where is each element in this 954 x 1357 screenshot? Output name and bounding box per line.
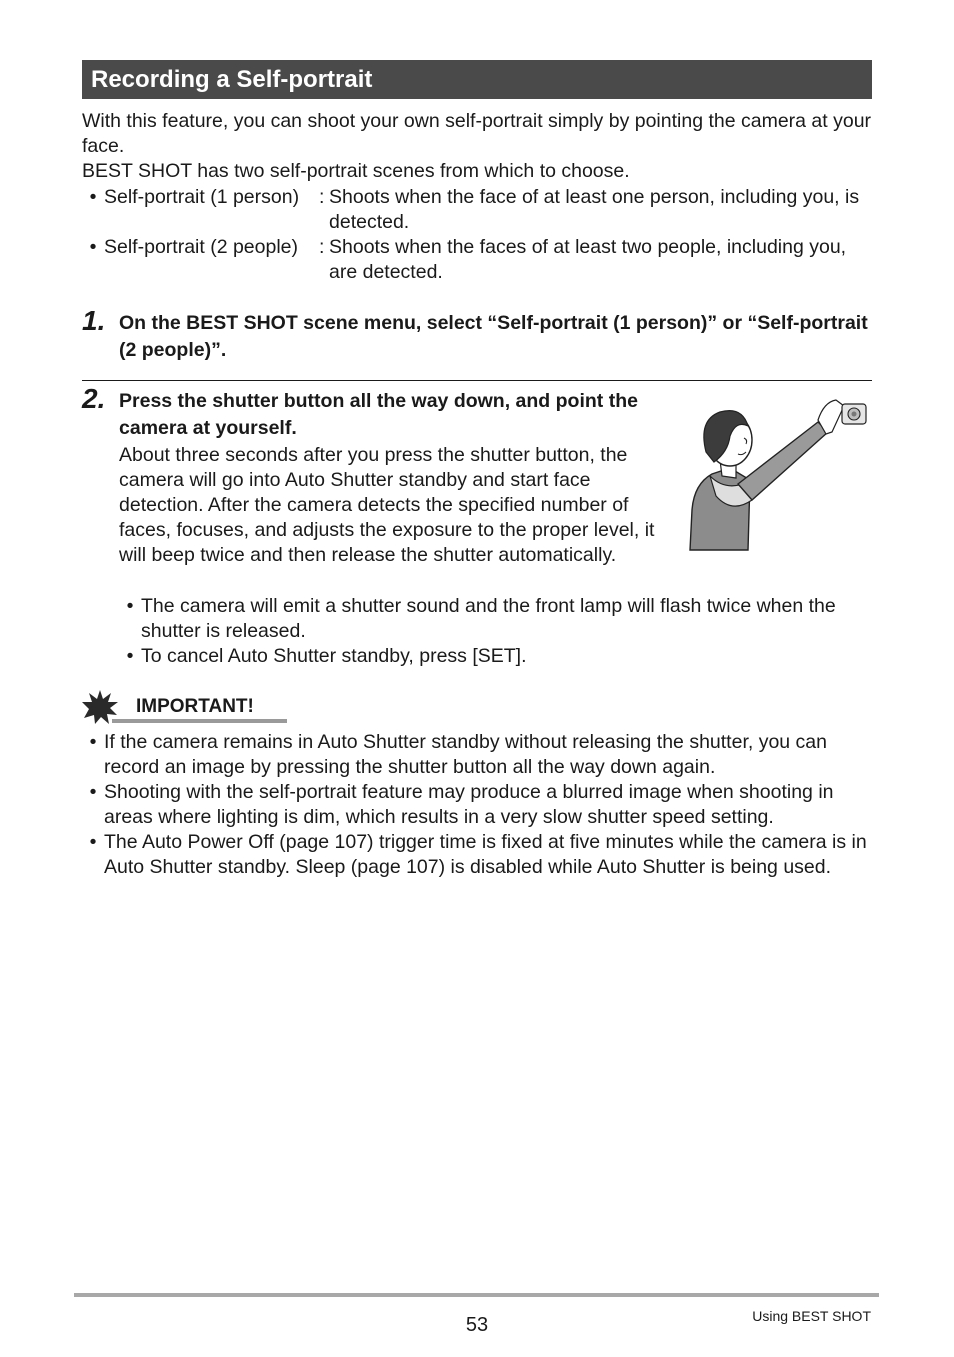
bullet: •	[89, 731, 97, 753]
bullet: •	[126, 595, 134, 617]
intro-paragraph: BEST SHOT has two self-portrait scenes from which to choose.	[82, 160, 630, 182]
important-label: IMPORTANT!	[136, 696, 254, 717]
step-heading: Press the shutter button all the way down, and point the camera at yourself.	[119, 390, 638, 439]
important-text: Shooting with the self-portrait feature may produce a blurred image when shooting in areas where lighting is dim, which results in a very slow shutter speed setting.	[104, 781, 834, 828]
step-number: 1.	[82, 305, 106, 336]
bullet: •	[89, 781, 97, 803]
scene-term: Self-portrait (2 people)	[104, 236, 299, 258]
important-text: The Auto Power Off (page 107) trigger time is fixed at five minutes while the camera is in Auto Shutter standby. Sleep (page 107) is disabled while Auto Shutter is being used.	[104, 831, 867, 878]
page-number: 53	[465, 1314, 489, 1336]
important-callout	[82, 690, 287, 724]
step-number: 2.	[82, 383, 106, 414]
intro-text	[82, 109, 872, 184]
colon: :	[319, 186, 325, 208]
note-item	[119, 644, 872, 669]
important-underline	[112, 719, 287, 723]
important-list	[82, 730, 872, 880]
scene-list	[82, 185, 872, 285]
scene-item	[82, 185, 872, 235]
important-item	[82, 830, 872, 880]
colon: :	[319, 236, 325, 258]
chapter-title: Using BEST SHOT	[752, 1308, 871, 1324]
important-item	[82, 730, 872, 780]
bullet: •	[89, 186, 97, 208]
step-heading: On the BEST SHOT scene menu, select “Self-portrait (1 person)” or “Self-portrait (2 people)”.	[119, 312, 868, 361]
step-divider	[82, 380, 872, 381]
step-1	[82, 305, 872, 364]
important-text: If the camera remains in Auto Shutter standby without releasing the shutter, you can record an image by pressing the shutter button all the way down again.	[104, 731, 827, 778]
step-2-notes	[119, 594, 872, 669]
scene-description: Shoots when the face of at least one person, including you, is detected.	[329, 186, 860, 233]
important-item	[82, 780, 872, 830]
note-text: The camera will emit a shutter sound and the front lamp will flash twice when the shutter is released.	[141, 595, 836, 642]
scene-description: Shoots when the faces of at least two people, including you, are detected.	[329, 236, 847, 283]
bullet: •	[126, 645, 134, 667]
footer-divider	[74, 1293, 879, 1297]
scene-term: Self-portrait (1 person)	[104, 186, 300, 208]
bullet: •	[89, 831, 97, 853]
note-text: To cancel Auto Shutter standby, press [SET].	[141, 645, 527, 667]
self-portrait-illustration	[686, 392, 872, 554]
scene-item	[82, 235, 872, 285]
bullet: •	[89, 236, 97, 258]
section-title: Recording a Self-portrait	[82, 60, 872, 99]
note-item	[119, 594, 872, 644]
step-body: About three seconds after you press the shutter button, the camera will go into Auto Shutter standby and start face detection. After the camera detects the specified number of faces, focuses, and adjusts the exposure to the proper level, it will beep twice and then release the shutter automatically.	[119, 444, 655, 566]
intro-paragraph: With this feature, you can shoot your own self-portrait simply by pointing the camera at your face.	[82, 110, 872, 157]
